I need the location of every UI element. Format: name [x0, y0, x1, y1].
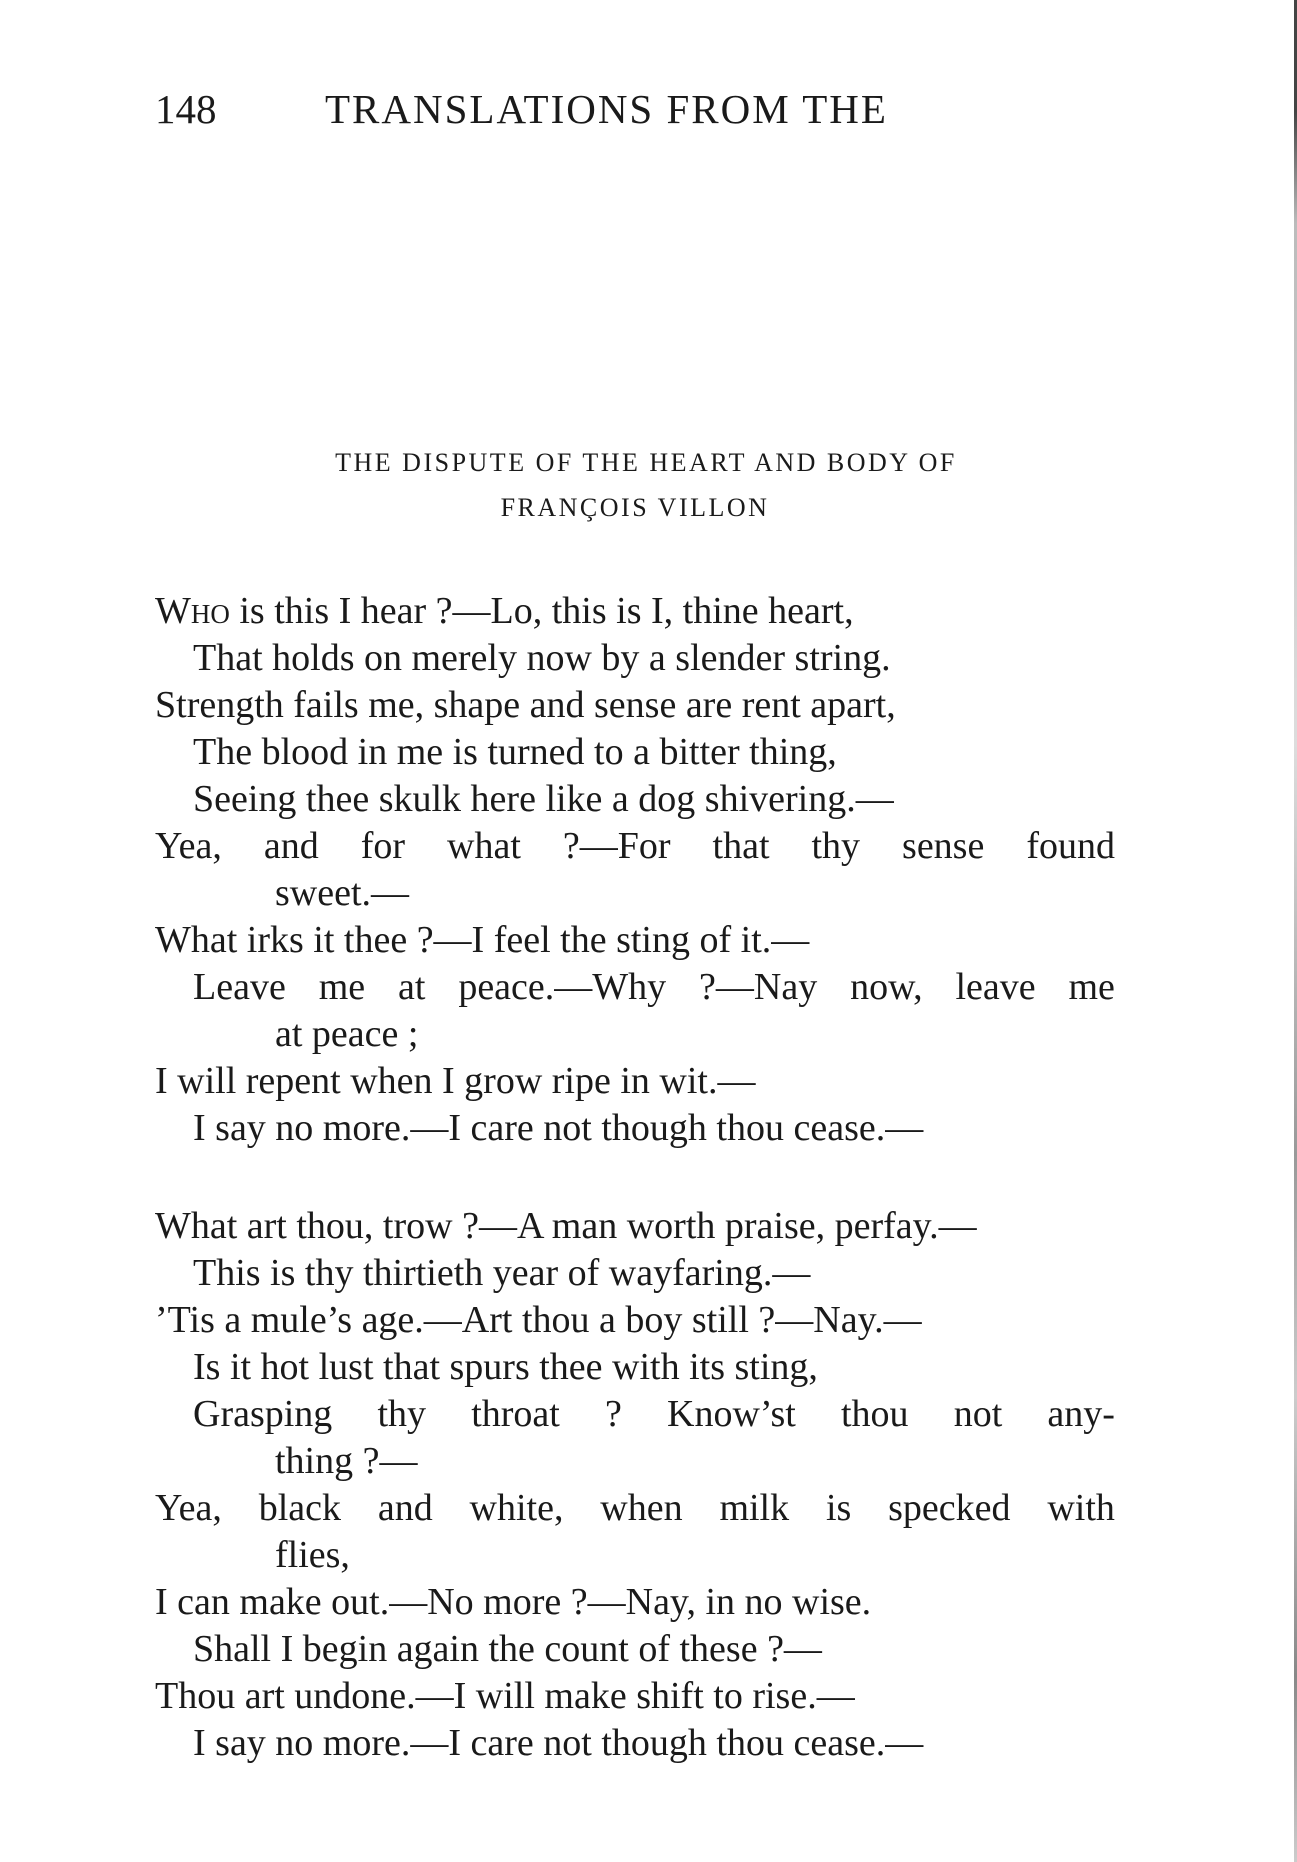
verse-line: This is thy thirtieth year of wayfaring.—	[193, 1252, 811, 1294]
word: peace.—Why	[458, 966, 667, 1008]
verse-line: I will repent when I grow ripe in wit.—	[155, 1060, 756, 1102]
word: at	[398, 966, 426, 1008]
word: specked	[888, 1487, 1011, 1529]
drop-word: Who	[155, 590, 230, 632]
verse-line: Is it hot lust that spurs thee with its sting,	[193, 1346, 818, 1388]
word: and	[263, 825, 319, 867]
word: throat	[471, 1393, 560, 1435]
word: what	[447, 825, 521, 867]
word: that	[712, 825, 770, 867]
word: white,	[469, 1487, 564, 1529]
verse-line: sweet.—	[275, 872, 410, 914]
word: and	[377, 1487, 433, 1529]
word: now,	[850, 966, 923, 1008]
word: milk	[719, 1487, 790, 1529]
word: me	[318, 966, 366, 1008]
verse-line	[155, 964, 1115, 1011]
word: sense	[902, 825, 985, 867]
word: with	[1047, 1487, 1115, 1529]
verse-line: Shall I begin again the count of these ?—	[193, 1628, 822, 1670]
verse-line: at peace ;	[275, 1013, 419, 1055]
page-number: 148	[155, 86, 217, 132]
running-head	[155, 84, 1055, 134]
word: Grasping	[193, 1393, 333, 1435]
word: found	[1026, 825, 1115, 867]
verse-line: Seeing thee skulk here like a dog shivering.—	[193, 778, 894, 820]
poem-title-line-2: FRANÇOIS VILLON	[500, 493, 770, 522]
word: not	[953, 1393, 1003, 1435]
verse-line	[155, 1391, 1115, 1438]
verse-line: What irks it thee ?—I feel the sting of it.—	[155, 919, 810, 961]
poem-title-line-1: THE DISPUTE OF THE HEART AND BODY OF	[335, 448, 957, 477]
verse-line: thing ?—	[275, 1440, 418, 1482]
word: Yea,	[155, 825, 222, 867]
word: ?—For	[562, 825, 671, 867]
running-head-title: TRANSLATIONS FROM THE	[325, 86, 888, 132]
word: me	[1068, 966, 1115, 1008]
verse-line: ’Tis a mule’s age.—Art thou a boy still ?—Nay.—	[155, 1299, 922, 1341]
word: ?	[604, 1393, 622, 1435]
poem-body	[155, 588, 1115, 1767]
verse-line	[155, 823, 1115, 870]
stanza-1	[155, 588, 1115, 1152]
verse-line: Who is this I hear ?—Lo, this is I, thine heart,	[155, 590, 854, 632]
stanza-2	[155, 1203, 1115, 1767]
verse-line: The blood in me is turned to a bitter thing,	[193, 731, 837, 773]
word: when	[600, 1487, 683, 1529]
verse-line: What art thou, trow ?—A man worth praise, perfay.—	[155, 1205, 977, 1247]
word: thy	[811, 825, 861, 867]
word: Know’st	[667, 1393, 796, 1435]
verse-line: Thou art undone.—I will make shift to rise.—	[155, 1675, 855, 1717]
word: ?—Nay	[699, 966, 818, 1008]
refrain-line: I say no more.—I care not though thou cease.—	[193, 1107, 924, 1149]
word: for	[360, 825, 406, 867]
verse-line: That holds on merely now by a slender string.	[193, 637, 891, 679]
word: thy	[377, 1393, 427, 1435]
word: leave	[955, 966, 1036, 1008]
word: Leave	[193, 966, 286, 1008]
word: is	[825, 1487, 852, 1529]
verse-line: flies,	[275, 1534, 350, 1576]
word: any-	[1047, 1393, 1115, 1435]
poem-title	[155, 440, 1115, 530]
verse-line: I can make out.—No more ?—Nay, in no wise.	[155, 1581, 872, 1623]
verse-line	[155, 1485, 1115, 1532]
word: thou	[840, 1393, 909, 1435]
word: Yea,	[155, 1487, 222, 1529]
verse-line: Strength fails me, shape and sense are rent apart,	[155, 684, 896, 726]
word: black	[258, 1487, 341, 1529]
refrain-line: I say no more.—I care not though thou cease.—	[193, 1722, 924, 1764]
